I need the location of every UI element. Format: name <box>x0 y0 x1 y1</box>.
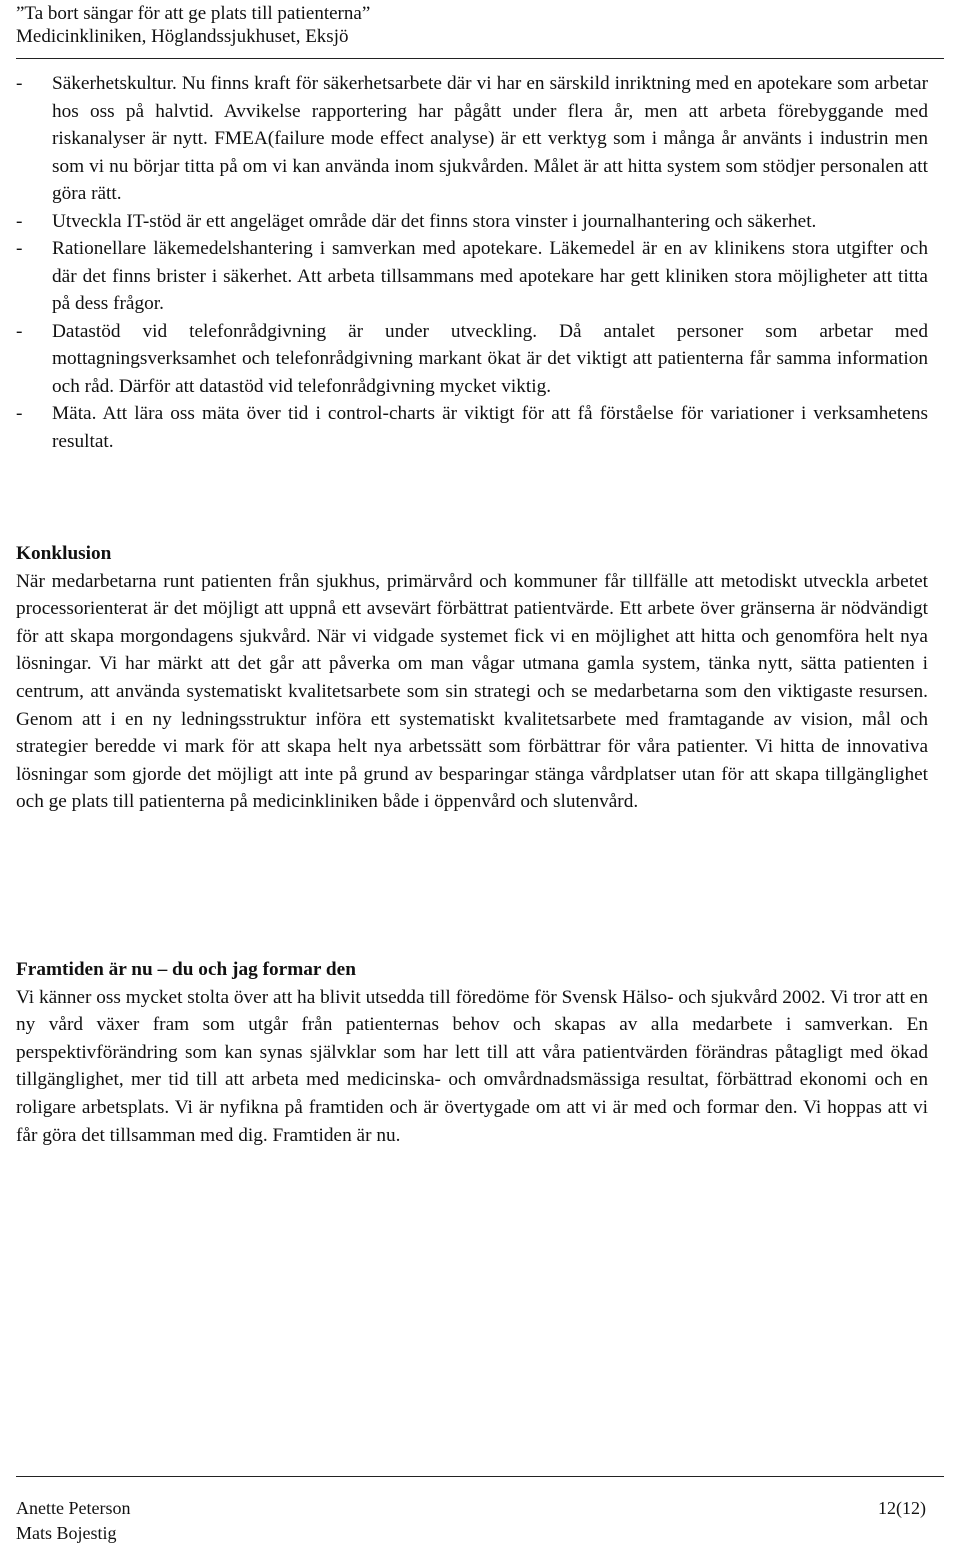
footer-divider <box>16 1476 944 1477</box>
list-item-text: Datastöd vid telefonrådgivning är under utveckling. Då antalet personer som arbetar med mottagningsverksamhet och telefonrådgivning markant ökat är det viktigt att patienterna får samma information och råd. Därför att datastöd vid telefonrådgivning mycket viktig. <box>52 320 928 397</box>
section-body: Vi känner oss mycket stolta över att ha blivit utsedda till föredöme för Svensk Hälso- och sjukvård 2002. Vi tror att en ny vård växer fram som utgår från patienternas behov och skapas av alla medarbete i samverkan. En perspektivförändring som kan synas självklar som har lett till att våra patientvärden förändras påtagligt med ökad tillgänglighet, mer tid till att arbeta med medicinska- och omvårdnadsmässiga resultat, förbättrad ekonomi och en roligare arbetsplats. Vi är nyfikna på framtiden och är övertygade om att vi är med och formar den. Vi hoppas att vi får göra det tillsamman med dig. Framtiden är nu. <box>16 986 928 1146</box>
footer-author: Mats Bojestig <box>16 1523 117 1543</box>
section-heading: Konklusion <box>16 543 112 564</box>
footer-authors <box>16 1496 130 1546</box>
list-item-text: Mäta. Att lära oss mäta över tid i control-charts är viktigt för att få förståelse för variationer i verksamhetens resultat. <box>52 403 928 452</box>
list-dash: - <box>16 73 23 94</box>
list-dash: - <box>16 238 23 259</box>
framtiden-section <box>16 956 928 1149</box>
list-item <box>16 235 928 318</box>
list-item <box>16 208 928 236</box>
section-body: När medarbetarna runt patienten från sjukhus, primärvård och kommuner får tillfälle att metodiskt utveckla arbetet processorienterat är det möjligt att uppnå ett avsevärt förbättrat patientvärde. Ett arbete över gränserna är nödvändigt för att skapa morgondagens sjukvård. När vi vidgade systemet fick vi en möjlighet att hitta och genomföra helt nya lösningar. Vi har märkt att det går att påverka om man vågar utmana gamla system, tänka nytt, sätta patienten i centrum, att använda systematiskt kvalitetsarbete som sin strategi och se medarbetarna som den viktigaste resursen. Genom att i en ny ledningsstruktur införa ett systematiskt kvalitetsarbete med framtagande av vision, mål och strategier beredde vi mark för att skapa helt nya arbetssätt som förbättrar för våra patienter. Vi hitta de innovativa lösningar som gjorde det möjligt att inte på grund av besparingar stänga vårdplatser utan för att skapa tillgänglighet och ge plats till patienterna på medicinkliniken både i öppenvård och slutenvård. <box>16 570 928 813</box>
list-item-text: Säkerhetskultur. Nu finns kraft för säkerhetsarbete där vi har en särskild inriktning med en apotekare som arbetar hos oss på halvtid. Avvikelse rapportering har pågått under flera år, men att arbeta förebyggande med riskanalyser är nytt. FMEA(failure mode effect analyse) är ett verktyg som i många år använts i industrin men som vi nu börjar titta på om vi kan använda inom sjukvården. Målet är att hitta system som stödjer personalen att göra rätt. <box>52 73 928 204</box>
list-dash: - <box>16 403 23 424</box>
footer-author: Anette Peterson <box>16 1498 131 1518</box>
header-divider <box>16 58 944 59</box>
list-item <box>16 70 928 208</box>
page-header <box>16 2 944 48</box>
list-item-text: Utveckla IT-stöd är ett angeläget område där det finns stora vinster i journalhantering och säkerhet. <box>52 210 817 232</box>
list-item <box>16 400 928 455</box>
measures-list <box>16 70 928 455</box>
section-heading: Framtiden är nu – du och jag formar den <box>16 959 356 980</box>
document-title: ”Ta bort sängar för att ge plats till patienterna” <box>16 3 371 24</box>
page-number: 12(12) <box>878 1498 926 1518</box>
konklusion-section <box>16 540 928 816</box>
list-item-text: Rationellare läkemedelshantering i samverkan med apotekare. Läkemedel är en av klinikens stora utgifter och där det finns brister i säkerhet. Att arbeta tillsammans med apotekare har gett kliniken stora möjligheter att titta på dess frågor. <box>52 238 928 314</box>
list-dash: - <box>16 210 23 232</box>
document-organization: Medicinkliniken, Höglandssjukhuset, Eksjö <box>16 26 349 47</box>
list-item <box>16 318 928 401</box>
list-dash: - <box>16 320 23 342</box>
